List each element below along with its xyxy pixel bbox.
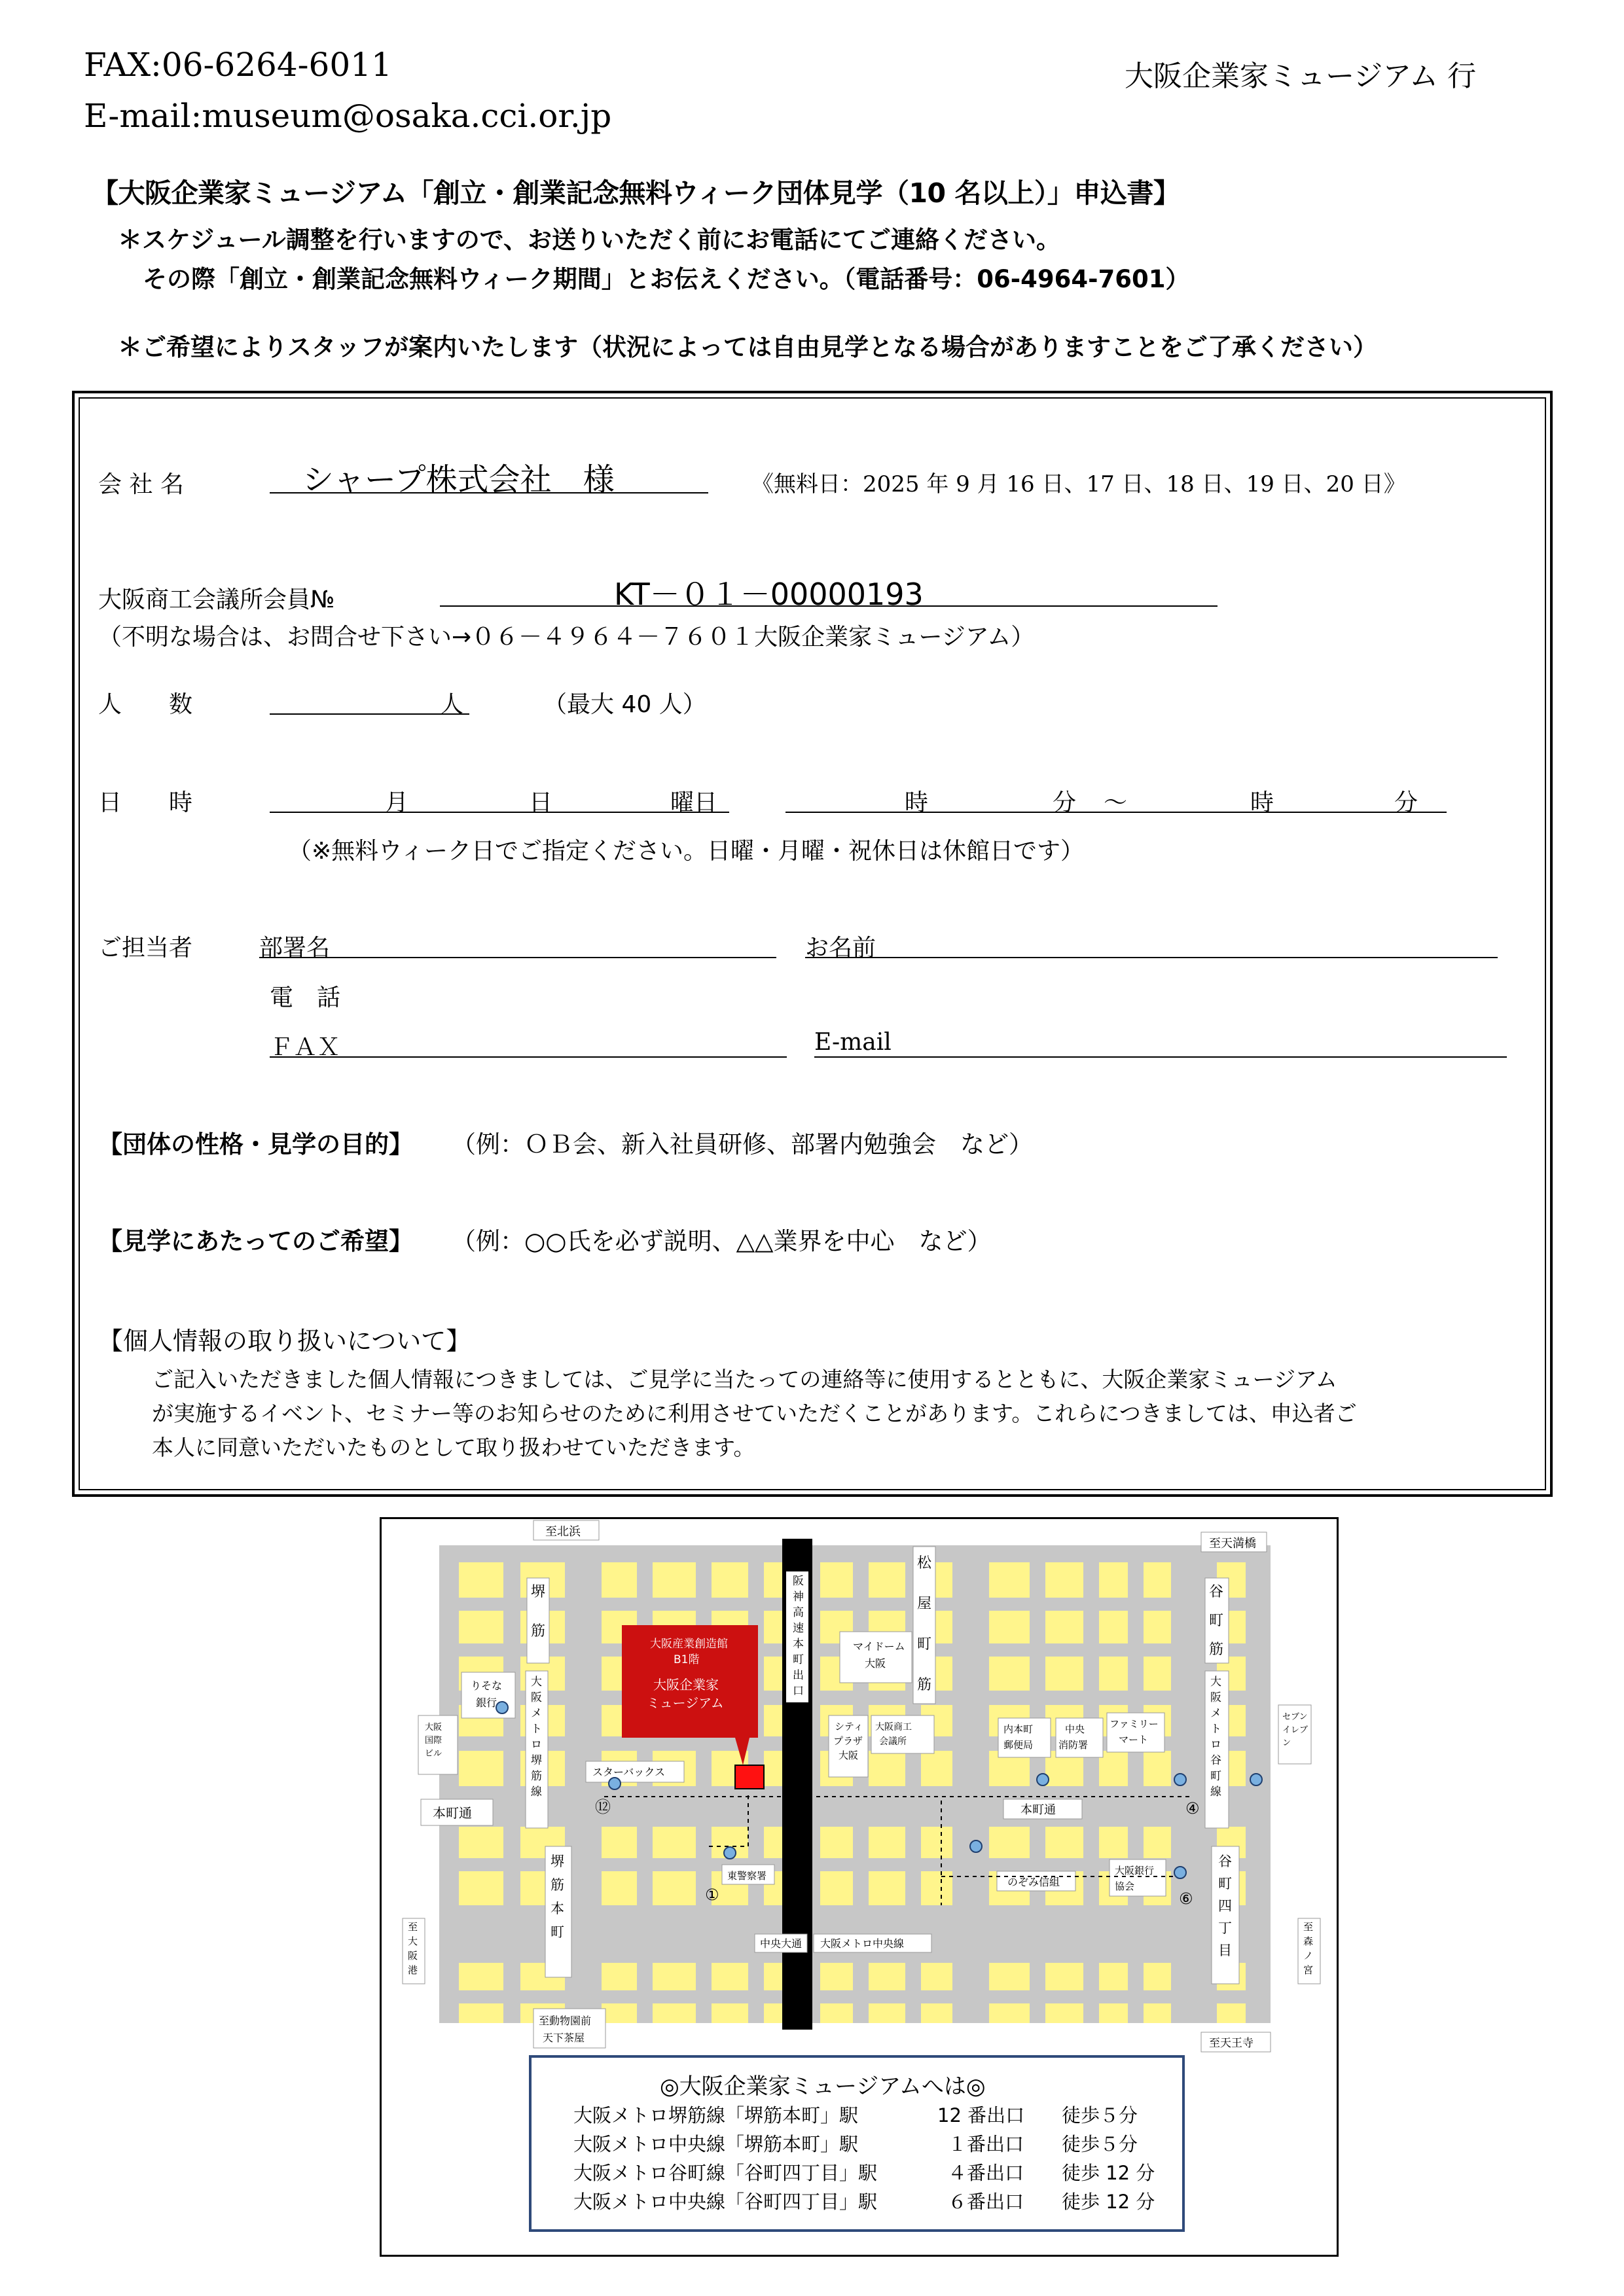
cci-building-label: 大阪商工会議所: [875, 1722, 912, 1747]
day-label: 日: [529, 789, 553, 816]
date-underline[interactable]: [270, 812, 729, 813]
privacy-text-2: が実施するイベント、セミナー等のお知らせのために利用させていただくことがあります。これらにつきましては、申込者ご: [152, 1401, 1357, 1426]
sakaisuji-honmachi-label: 堺筋本町: [550, 1854, 564, 1940]
access-row-2-line: 大阪メトロ中央線「堺筋本町」駅: [573, 2133, 859, 2155]
name-underline[interactable]: [805, 957, 1498, 958]
fax-label: ＦＡＸ: [270, 1034, 341, 1061]
to-tennoji-label: 至天王寺: [1209, 2037, 1254, 2050]
phone-label: 電 話: [270, 984, 341, 1011]
access-row-1-walk: 徒歩５分: [1062, 2104, 1138, 2126]
hanshin-exit-label: 阪神高速本町出口: [793, 1575, 804, 1698]
museum-title-4: ミュージアム: [647, 1695, 724, 1711]
access-row-2-exit: １番出口: [948, 2133, 1024, 2155]
purpose-example: （例：ＯＢ会、新入社員研修、部署内勉強会 など）: [452, 1130, 1033, 1158]
access-row-3-line: 大阪メトロ谷町線「谷町四丁目」駅: [573, 2162, 878, 2184]
access-row-3-walk: 徒歩 12 分: [1062, 2162, 1155, 2184]
museum-title-2: B1階: [674, 1653, 700, 1666]
familymart-label: ファミリーマート: [1110, 1718, 1159, 1746]
higashi-police-label: 東警察署: [727, 1870, 767, 1882]
start-hour-label: 時: [905, 789, 929, 816]
people-unit: 人: [440, 691, 464, 718]
tanimachisuji-label: 谷町筋: [1209, 1584, 1224, 1658]
to-tenmabashi-label: 至天満橋: [1209, 1537, 1256, 1551]
contact-label: ご担当者: [98, 935, 193, 961]
osaka-kokusai-label: 大阪国際ビル: [425, 1723, 442, 1759]
honmachi-dori-left-label: 本町通: [433, 1805, 472, 1821]
request-example: （例：○○氏を必ず説明、△△業界を中心 など）: [452, 1227, 992, 1255]
access-title: ◎大阪企業家ミュージアムへは◎: [660, 2073, 986, 2100]
recipient: 大阪企業家ミュージアム 行: [1125, 60, 1477, 93]
museum-title-3: 大阪企業家: [653, 1677, 719, 1693]
to-osakako-label: 至大阪港: [408, 1921, 418, 1976]
end-hour-label: 時: [1250, 789, 1274, 816]
end-minute-label: 分: [1394, 789, 1418, 816]
exit-4-label: ④: [1185, 1799, 1200, 1818]
access-info-box: [529, 2055, 1185, 2232]
museum-location-marker[interactable]: [735, 1765, 764, 1789]
month-label: 月: [385, 789, 409, 816]
uchihonmachi-post-label: 内本町郵便局: [1003, 1723, 1034, 1751]
honmachi-dori-right-label: 本町通: [1020, 1803, 1056, 1817]
to-morinomiya-label: 至森ノ宮: [1303, 1921, 1314, 1976]
access-row-4-exit: ６番出口: [948, 2191, 1024, 2213]
people-label: 人 数: [98, 691, 193, 718]
mydome-label: マイドーム大阪: [853, 1640, 905, 1670]
exit-6-label: ⑥: [1179, 1890, 1193, 1908]
time-range-tilde: ～: [1104, 789, 1128, 816]
member-number-value[interactable]: KT－０１－00000193: [614, 577, 924, 612]
metro-chuo-label: 大阪メトロ中央線: [820, 1937, 905, 1950]
purpose-heading: 【団体の性格・見学の目的】: [98, 1130, 413, 1158]
matsuyamachisuji-label: 松屋町筋: [917, 1555, 932, 1693]
people-max-note: （最大 40 人）: [543, 691, 706, 718]
privacy-heading: 【個人情報の取り扱いについて】: [98, 1327, 471, 1355]
fax-number: FAX:06-6264-6011: [84, 46, 392, 84]
people-underline[interactable]: [270, 713, 469, 715]
seven-eleven-label: セブンイレブン: [1282, 1712, 1308, 1748]
form-title: 【大阪企業家ミュージアム「創立・創業記念無料ウィーク団体見学（10 名以上）」申込書】: [92, 177, 1180, 209]
bank-assoc-label: 大阪銀行協会: [1115, 1865, 1155, 1892]
museum-title-1: 大阪産業創造館: [650, 1638, 728, 1651]
free-days-note: 《無料日：2025 年 9 月 16 日、17 日、18 日、19 日、20 日》: [751, 471, 1406, 497]
access-row-1-exit: 12 番出口: [937, 2104, 1025, 2126]
metro-tanimachi-label: 大阪メトロ谷町線: [1210, 1676, 1221, 1799]
company-underline: [270, 492, 708, 493]
chuo-fire-label: 中央消防署: [1058, 1723, 1089, 1751]
to-kitahama-label: 至北浜: [545, 1525, 581, 1539]
access-row-2-walk: 徒歩５分: [1062, 2133, 1138, 2155]
exit-1-label: ①: [705, 1886, 719, 1904]
dept-label: 部署名: [259, 935, 331, 961]
privacy-text-3: 本人に同意いただいたものとして取り扱わせていただきます。: [152, 1435, 755, 1460]
fax-underline[interactable]: [270, 1056, 787, 1058]
nozomi-label: のぞみ信組: [1007, 1876, 1060, 1888]
dept-underline[interactable]: [259, 957, 776, 958]
starbucks-label: スターバックス: [592, 1766, 666, 1778]
tanimachi-4-label: 谷町四丁目: [1218, 1854, 1232, 1958]
member-number-label: 大阪商工会議所会員№: [98, 586, 335, 613]
note-line-2: その際「創立・創業記念無料ウィーク期間」とお伝えください。（電話番号：06-4964-7601）: [143, 265, 1190, 293]
chuo-odori-label: 中央大通: [760, 1937, 803, 1950]
metro-sakaisuji-label: 大阪メトロ堺筋線: [531, 1676, 542, 1799]
weekday-label: 曜日: [670, 789, 718, 816]
name-label: お名前: [805, 935, 876, 961]
company-value[interactable]: シャープ株式会社 様: [302, 461, 615, 498]
note-line-1: ＊スケジュール調整を行いますので、お送りいただく前にお電話にてご連絡ください。: [118, 226, 1061, 254]
resona-label: りそな銀行: [471, 1679, 503, 1709]
request-heading: 【見学にあたってのご希望】: [98, 1227, 413, 1255]
member-number-underline: [440, 605, 1218, 607]
datetime-label: 日 時: [98, 789, 193, 816]
access-row-3-exit: ４番出口: [948, 2162, 1024, 2184]
exit-12-label: ⑫: [595, 1798, 611, 1816]
access-row-4-line: 大阪メトロ中央線「谷町四丁目」駅: [573, 2191, 878, 2213]
time-underline[interactable]: [785, 812, 1447, 813]
email-address: E-mail:museum@osaka.cci.or.jp: [84, 97, 612, 135]
start-minute-label: 分: [1053, 789, 1077, 816]
member-number-note: （不明な場合は、お問合せ下さい→０６－４９６４－７６０１大阪企業家ミュージアム）: [98, 624, 1035, 651]
access-row-1-line: 大阪メトロ堺筋線「堺筋本町」駅: [573, 2104, 859, 2126]
access-row-4-walk: 徒歩 12 分: [1062, 2191, 1155, 2213]
company-label: 会 社 名: [98, 471, 184, 498]
datetime-note: （※無料ウィーク日でご指定ください。日曜・月曜・祝休日は休館日です）: [288, 838, 1085, 865]
city-plaza-label: シティプラザ大阪: [833, 1721, 863, 1761]
email-label: E-mail: [814, 1029, 892, 1056]
note-line-3: ＊ご希望によりスタッフが案内いたします（状況によっては自由見学となる場合がありますことをご了承ください）: [118, 333, 1377, 361]
privacy-text-1: ご記入いただきました個人情報につきましては、ご見学に当たっての連絡等に使用するとともに、大阪企業家ミュージアム: [152, 1367, 1337, 1392]
email-underline[interactable]: [814, 1056, 1507, 1058]
to-dobutsuen-label: 至動物園前天下茶屋: [539, 2015, 592, 2044]
sakaisuji-label: 堺筋: [531, 1584, 546, 1640]
